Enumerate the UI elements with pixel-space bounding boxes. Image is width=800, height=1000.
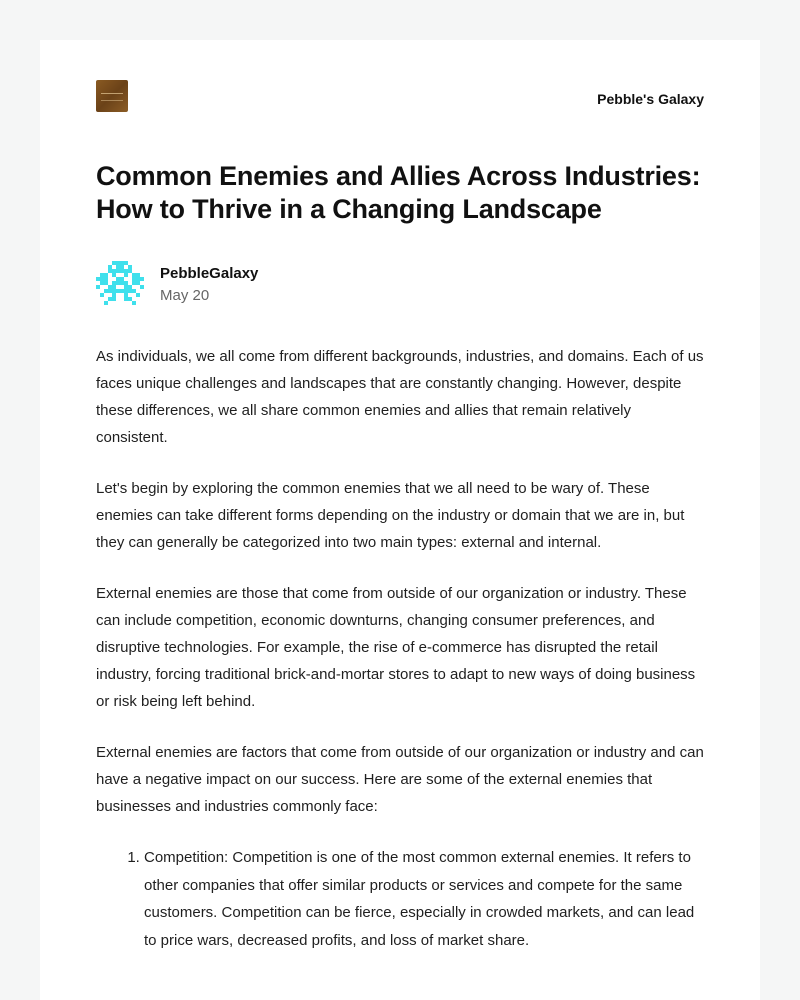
- site-name-link[interactable]: Pebble's Galaxy: [597, 91, 704, 107]
- author-name-link[interactable]: PebbleGalaxy: [160, 265, 259, 282]
- paragraph: External enemies are factors that come from outside of our organization or industry and can have a negative impact on our success. Here are some of the external enemies that businesses and industries commonly face:: [96, 744, 704, 815]
- paragraph: As individuals, we all come from different backgrounds, industries, and domains. Each of us faces unique challenges and landscapes that are constantly changing. However, despite these differences, we all share common enemies and allies that remain relatively consistent.: [96, 348, 704, 446]
- author-meta: [160, 264, 258, 308]
- paragraph: External enemies are those that come from outside of our organization or industry. These can include competition, economic downturns, changing consumer preferences, and disruptive technologies. For example, the rise of e-commerce has disrupted the retail industry, forcing traditional brick-and-mortar stores to adapt to new ways of doing business or risk being left behind.: [96, 585, 696, 710]
- author-byline: [96, 261, 704, 305]
- paragraph: Let's begin by exploring the common enemies that we all need to be wary of. These enemies can take different forms depending on the industry or domain that we are in, but they can generally be categorized into two main types: external and internal.: [96, 480, 685, 551]
- post-date: May 20: [160, 287, 210, 304]
- author-avatar-icon[interactable]: [96, 261, 144, 305]
- list-item: 1. Competition: Competition is one of the most common external enemies. It refers to other companies that offer similar products or services and compete for the same customers. Competition can be fierce, especially in crowded markets, and can lead to price wars, decreased profits, and loss of market share.: [144, 844, 704, 954]
- enemies-list: [96, 844, 704, 954]
- site-logo-icon[interactable]: [96, 80, 128, 112]
- site-header: [96, 80, 704, 112]
- article-body: [96, 343, 704, 954]
- article-container: [96, 80, 704, 954]
- article-title: Common Enemies and Allies Across Industries: How to Thrive in a Changing Landscape: [96, 161, 701, 224]
- article-card: [40, 40, 760, 1000]
